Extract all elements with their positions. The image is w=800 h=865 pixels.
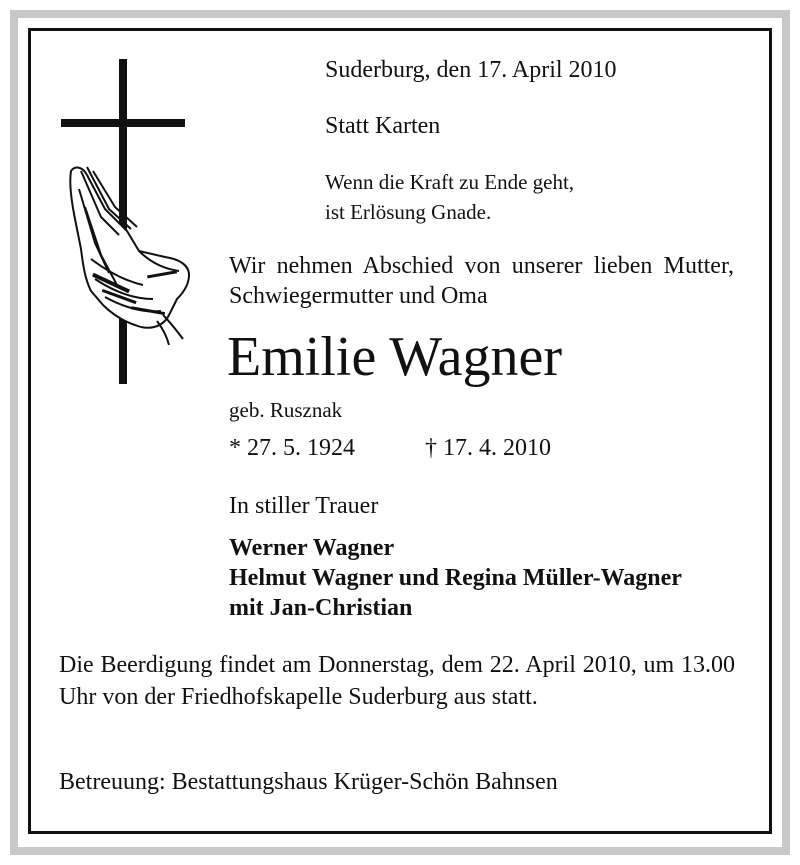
death-date: † 17. 4. 2010 [425,435,551,461]
funeral-info: Die Beerdigung findet am Donnerstag, dem 22. April 2010, um 13.00 Uhr von der Friedhofskapelle Suderburg aus statt. [59,652,735,710]
farewell-text: Wir nehmen Abschied von unserer lieben Mutter, Schwiegermutter und Oma [229,253,734,309]
quote-line-2: ist Erlösung Gnade. [325,200,492,224]
deceased-name: Emilie Wagner [227,326,563,388]
funeral-home: Betreuung: Bestattungshaus Krüger-Schön Bahnsen [59,769,558,795]
outer-frame [10,10,790,855]
inner-margin [18,18,782,847]
mourner-name: Werner Wagner [229,535,395,561]
mourner-name: Helmut Wagner und Regina Müller-Wagner [229,565,682,591]
maiden-name: geb. Rusznak [229,398,343,422]
quote-line-1: Wenn die Kraft zu Ende geht, [325,170,575,194]
place-and-date: Suderburg, den 17. April 2010 [325,57,617,83]
cross-and-hands-illustration [61,59,211,389]
mourner-name: mit Jan-Christian [229,595,413,621]
obituary-card [28,28,772,834]
birth-date: * 27. 5. 1924 [229,435,355,461]
intro-text: Statt Karten [325,113,441,139]
praying-hands-icon [70,167,189,345]
mourning-heading: In stiller Trauer [229,493,379,519]
